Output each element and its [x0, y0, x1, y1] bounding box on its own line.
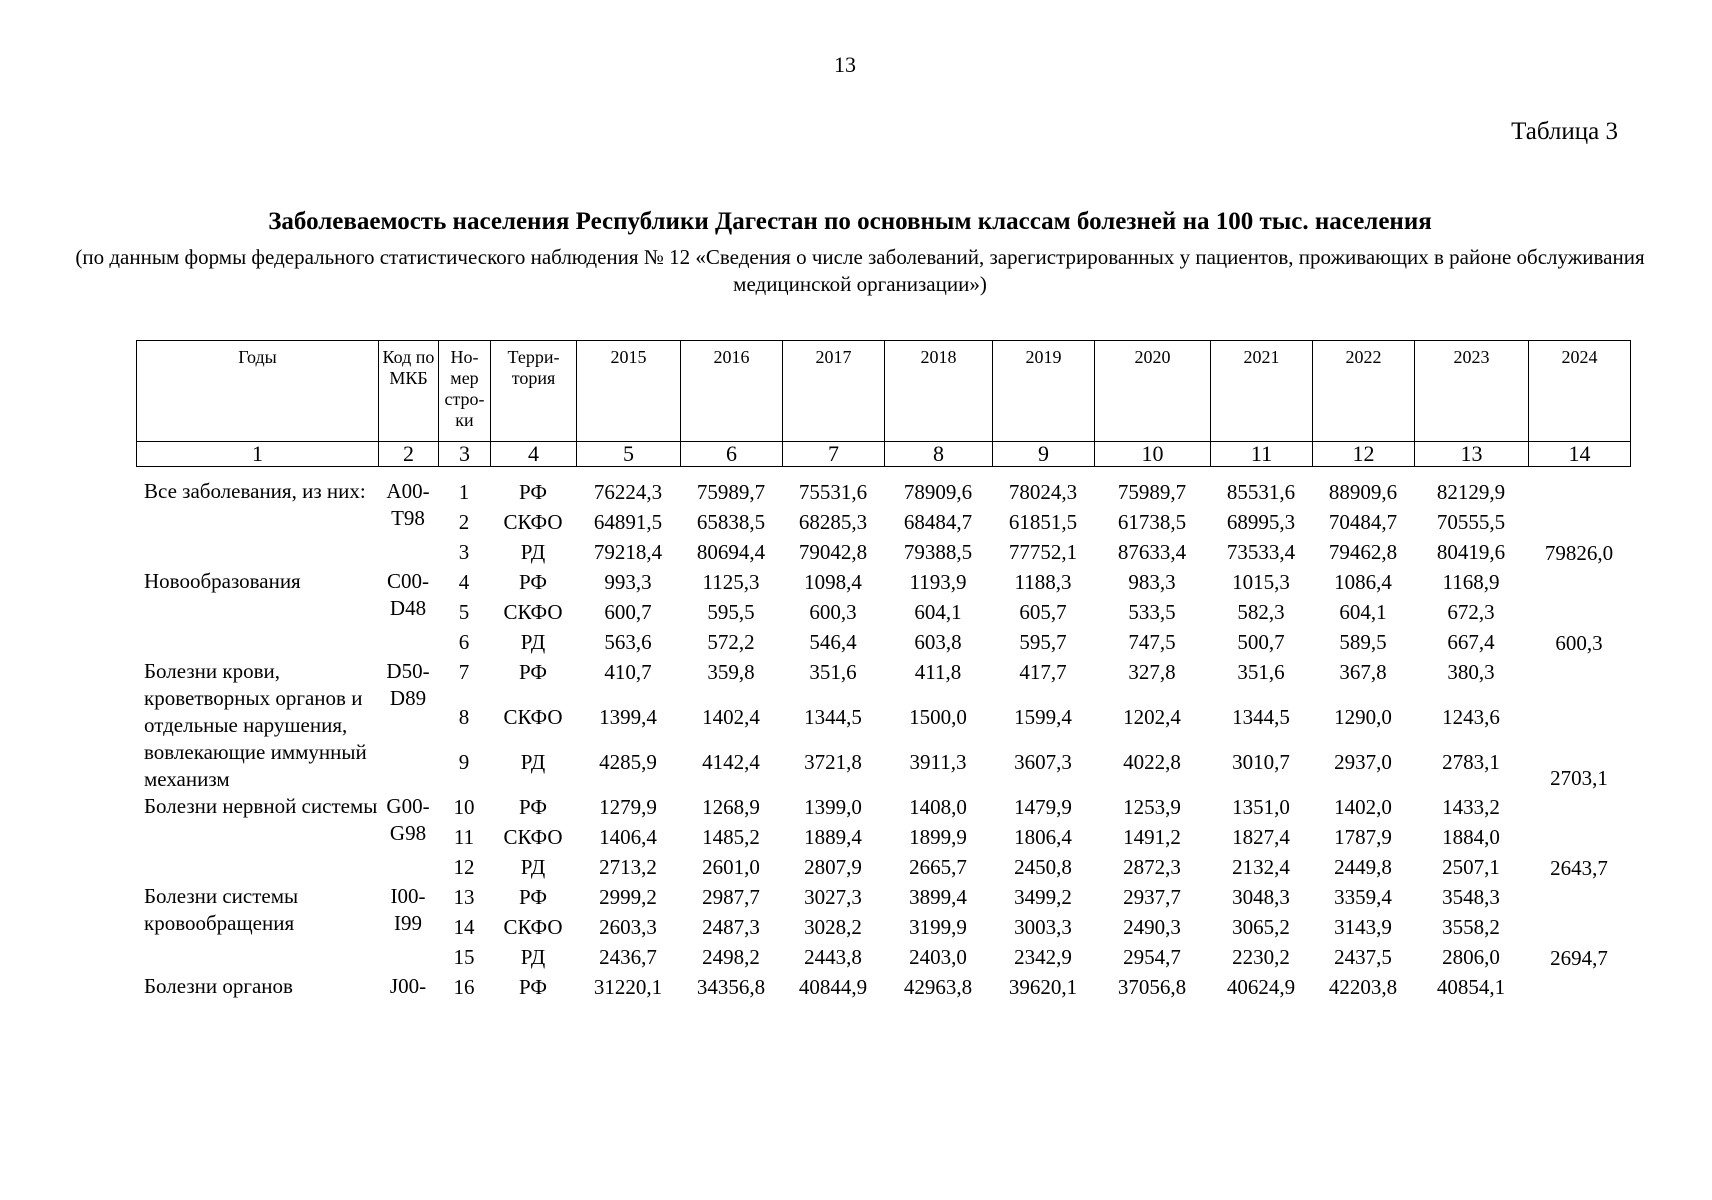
value-cell [1528, 478, 1630, 508]
page-number: 13 [834, 52, 856, 77]
value-cell: 75989,7 [696, 480, 766, 504]
row-number: 2 [458, 510, 470, 534]
header-year: 2018 [885, 341, 993, 442]
value-cell: 70484,7 [1328, 510, 1398, 534]
value-cell: 79462,8 [1328, 540, 1398, 564]
territory: РФ [519, 660, 547, 684]
value-cell: 3199,9 [909, 915, 967, 939]
value-cell: 605,7 [1019, 600, 1067, 624]
header-row-number: Но-мер стро-ки [439, 341, 491, 442]
value-cell: 2603,3 [599, 915, 657, 939]
value-cell: 68285,3 [798, 510, 868, 534]
value-cell: 2498,2 [702, 945, 760, 969]
value-cell [1528, 973, 1630, 1003]
value-cell: 65838,5 [696, 510, 766, 534]
value-cell: 600,3 [809, 600, 857, 624]
row-number: 10 [453, 795, 475, 819]
value-cell: 37056,8 [1117, 975, 1187, 999]
value-cell: 1279,9 [599, 795, 657, 819]
value-cell: 82129,9 [1436, 480, 1506, 504]
value-cell: 1268,9 [702, 795, 760, 819]
value-cell: 3065,2 [1232, 915, 1290, 939]
value-cell: 1125,3 [702, 570, 760, 594]
value-cell: 2601,0 [702, 855, 760, 879]
value-cell: 2230,2 [1232, 945, 1290, 969]
value-cell: 563,6 [604, 630, 652, 654]
header-icd-code: Код по МКБ [379, 341, 439, 442]
table-row [136, 883, 1630, 913]
value-cell: 2443,8 [804, 945, 862, 969]
table-header [136, 340, 1631, 467]
value-cell: 1402,4 [702, 705, 760, 729]
row-number: 6 [458, 630, 470, 654]
value-cell [1528, 658, 1630, 703]
value-cell: 2643,7 [1550, 856, 1608, 880]
value-cell: 351,6 [809, 660, 857, 684]
value-cell: 3911,3 [909, 750, 967, 774]
column-number: 4 [491, 442, 577, 467]
value-cell: 1806,4 [1014, 825, 1072, 849]
column-number: 12 [1313, 442, 1415, 467]
disease-class: Болезни системы кровообращения [144, 884, 299, 935]
value-cell: 79042,8 [798, 540, 868, 564]
value-cell: 3359,4 [1334, 885, 1392, 909]
icd-code: A00-T98 [386, 479, 430, 530]
disease-class: Болезни крови, кроветворных органов и отдельные нарушения, вовлекающие иммунный механизм [144, 659, 367, 791]
value-cell: 1086,4 [1334, 570, 1392, 594]
value-cell: 533,5 [1128, 600, 1176, 624]
value-cell: 2450,8 [1014, 855, 1072, 879]
column-number: 1 [137, 442, 379, 467]
value-cell: 1168,9 [1442, 570, 1500, 594]
value-cell: 1253,9 [1123, 795, 1181, 819]
disease-class: Болезни нервной системы [144, 794, 378, 818]
column-number: 14 [1529, 442, 1631, 467]
value-cell: 68484,7 [903, 510, 973, 534]
row-number: 14 [453, 915, 475, 939]
value-cell: 2403,0 [909, 945, 967, 969]
disease-class: Все заболевания, из них: [144, 479, 366, 503]
value-cell: 79826,0 [1544, 541, 1614, 565]
value-cell [1528, 823, 1630, 853]
territory: СКФО [503, 705, 563, 729]
value-cell: 1899,9 [909, 825, 967, 849]
value-cell: 1491,2 [1123, 825, 1181, 849]
value-cell: 3548,3 [1442, 885, 1500, 909]
row-number: 3 [458, 540, 470, 564]
table-label: Таблица 3 [1511, 118, 1618, 145]
value-cell: 359,8 [707, 660, 755, 684]
value-cell: 68995,3 [1226, 510, 1296, 534]
value-cell: 34356,8 [696, 975, 766, 999]
value-cell: 2937,0 [1334, 750, 1392, 774]
header-year: 2016 [681, 341, 783, 442]
value-cell: 2694,7 [1550, 946, 1608, 970]
value-cell: 1193,9 [909, 570, 967, 594]
value-cell: 3607,3 [1014, 750, 1072, 774]
territory: РФ [519, 570, 547, 594]
value-cell [1528, 883, 1630, 913]
value-cell: 2783,1 [1442, 750, 1500, 774]
header-year: 2015 [577, 341, 681, 442]
value-cell: 367,8 [1339, 660, 1387, 684]
value-cell: 61738,5 [1117, 510, 1187, 534]
column-number: 5 [577, 442, 681, 467]
value-cell: 3003,3 [1014, 915, 1072, 939]
value-cell: 77752,1 [1008, 540, 1078, 564]
value-cell: 1408,0 [909, 795, 967, 819]
value-cell: 2490,3 [1123, 915, 1181, 939]
value-cell: 1344,5 [1232, 705, 1290, 729]
header-year: 2017 [783, 341, 885, 442]
territory: РД [520, 540, 546, 564]
value-cell: 380,3 [1447, 660, 1495, 684]
column-number: 2 [379, 442, 439, 467]
value-cell [1528, 913, 1630, 943]
value-cell: 85531,6 [1226, 480, 1296, 504]
value-cell: 4142,4 [702, 750, 760, 774]
row-number: 5 [458, 600, 470, 624]
table-title: Заболеваемость населения Республики Дагестан по основным классам болезней на 100 тыс. населения [268, 208, 1432, 235]
column-number: 6 [681, 442, 783, 467]
value-cell: 3899,4 [909, 885, 967, 909]
territory: РД [520, 855, 546, 879]
value-cell: 600,7 [604, 600, 652, 624]
value-cell: 327,8 [1128, 660, 1176, 684]
value-cell: 2713,2 [599, 855, 657, 879]
value-cell: 1406,4 [599, 825, 657, 849]
row-number: 8 [458, 705, 470, 729]
value-cell: 983,3 [1128, 570, 1176, 594]
value-cell: 1500,0 [909, 705, 967, 729]
value-cell: 1290,0 [1334, 705, 1392, 729]
value-cell: 604,1 [1339, 600, 1387, 624]
value-cell: 604,1 [914, 600, 962, 624]
value-cell: 3558,2 [1442, 915, 1500, 939]
value-cell: 1344,5 [804, 705, 862, 729]
row-number: 9 [458, 750, 470, 774]
value-cell: 1399,4 [599, 705, 657, 729]
value-cell: 1787,9 [1334, 825, 1392, 849]
value-cell: 4285,9 [599, 750, 657, 774]
value-cell [1528, 598, 1630, 628]
row-number: 16 [453, 975, 475, 999]
value-cell: 2807,9 [804, 855, 862, 879]
value-cell: 42203,8 [1328, 975, 1398, 999]
header-territory: Терри-тория [491, 341, 577, 442]
value-cell: 1402,0 [1334, 795, 1392, 819]
value-cell: 88909,6 [1328, 480, 1398, 504]
column-number: 7 [783, 442, 885, 467]
value-cell: 667,4 [1447, 630, 1495, 654]
value-cell: 1433,2 [1442, 795, 1500, 819]
table-row [136, 478, 1630, 508]
value-cell: 582,3 [1237, 600, 1285, 624]
column-number: 11 [1211, 442, 1313, 467]
territory: РФ [519, 795, 547, 819]
table-row [136, 793, 1630, 823]
territory: РД [520, 750, 546, 774]
value-cell: 3143,9 [1334, 915, 1392, 939]
value-cell: 80419,6 [1436, 540, 1506, 564]
value-cell: 40624,9 [1226, 975, 1296, 999]
disease-class: Новообразования [144, 569, 301, 593]
table-row [136, 568, 1630, 598]
value-cell: 2937,7 [1123, 885, 1181, 909]
row-number: 1 [458, 480, 470, 504]
header-year: 2020 [1095, 341, 1211, 442]
row-number: 13 [453, 885, 475, 909]
territory: РФ [519, 975, 547, 999]
row-number: 7 [458, 660, 470, 684]
territory: РФ [519, 885, 547, 909]
value-cell: 79388,5 [903, 540, 973, 564]
header-year: 2024 [1529, 341, 1631, 442]
value-cell: 75989,7 [1117, 480, 1187, 504]
column-number: 9 [993, 442, 1095, 467]
value-cell: 417,7 [1019, 660, 1067, 684]
territory: РД [520, 945, 546, 969]
row-number: 12 [453, 855, 475, 879]
value-cell: 2436,7 [599, 945, 657, 969]
territory: РД [520, 630, 546, 654]
value-cell: 410,7 [604, 660, 652, 684]
icd-code: J00- [389, 974, 427, 998]
value-cell: 39620,1 [1008, 975, 1078, 999]
value-cell: 78024,3 [1008, 480, 1078, 504]
value-cell: 2487,3 [702, 915, 760, 939]
value-cell: 1202,4 [1123, 705, 1181, 729]
value-cell: 2449,8 [1334, 855, 1392, 879]
value-cell: 64891,5 [593, 510, 663, 534]
icd-code: C00-D48 [387, 569, 429, 620]
column-number: 13 [1415, 442, 1529, 467]
header-years: Годы [137, 341, 379, 442]
value-cell: 411,8 [914, 660, 962, 684]
value-cell: 2703,1 [1550, 766, 1608, 790]
value-cell: 351,6 [1237, 660, 1285, 684]
value-cell: 2954,7 [1123, 945, 1181, 969]
value-cell: 31220,1 [593, 975, 663, 999]
value-cell: 3499,2 [1014, 885, 1072, 909]
value-cell: 42963,8 [903, 975, 973, 999]
value-cell: 993,3 [604, 570, 652, 594]
row-number: 4 [458, 570, 470, 594]
territory: СКФО [503, 825, 563, 849]
value-cell: 2437,5 [1334, 945, 1392, 969]
value-cell: 70555,5 [1436, 510, 1506, 534]
value-cell: 3027,3 [804, 885, 862, 909]
value-cell: 2132,4 [1232, 855, 1290, 879]
value-cell: 3010,7 [1232, 750, 1290, 774]
territory: СКФО [503, 510, 563, 534]
value-cell: 87633,4 [1117, 540, 1187, 564]
territory: СКФО [503, 915, 563, 939]
disease-class: Болезни органов [144, 974, 293, 998]
value-cell: 1884,0 [1442, 825, 1500, 849]
value-cell: 595,5 [707, 600, 755, 624]
value-cell: 1889,4 [804, 825, 862, 849]
table-row [136, 658, 1630, 703]
table-row [136, 973, 1630, 1003]
value-cell: 3048,3 [1232, 885, 1290, 909]
value-cell: 1243,6 [1442, 705, 1500, 729]
value-cell: 2987,7 [702, 885, 760, 909]
value-cell: 40854,1 [1436, 975, 1506, 999]
value-cell [1528, 793, 1630, 823]
icd-code: G00-G98 [386, 794, 430, 845]
column-number: 3 [439, 442, 491, 467]
value-cell [1528, 508, 1630, 538]
value-cell: 595,7 [1019, 630, 1067, 654]
value-cell: 78909,6 [903, 480, 973, 504]
value-cell: 80694,4 [696, 540, 766, 564]
row-number: 11 [453, 825, 475, 849]
value-cell: 3028,2 [804, 915, 862, 939]
value-cell: 2507,1 [1442, 855, 1500, 879]
value-cell: 589,5 [1339, 630, 1387, 654]
value-cell: 61851,5 [1008, 510, 1078, 534]
value-cell [1528, 703, 1630, 748]
value-cell: 1351,0 [1232, 795, 1290, 819]
value-cell: 2806,0 [1442, 945, 1500, 969]
header-year: 2021 [1211, 341, 1313, 442]
value-cell: 75531,6 [798, 480, 868, 504]
header-year: 2019 [993, 341, 1095, 442]
value-cell: 500,7 [1237, 630, 1285, 654]
value-cell: 76224,3 [593, 480, 663, 504]
value-cell: 600,3 [1555, 631, 1603, 655]
value-cell: 3721,8 [804, 750, 862, 774]
territory: СКФО [503, 600, 563, 624]
value-cell: 2342,9 [1014, 945, 1072, 969]
value-cell: 2999,2 [599, 885, 657, 909]
territory: РФ [519, 480, 547, 504]
table-subtitle: (по данным формы федерального статистического наблюдения № 12 «Сведения о числе заболеваний, зарегистрированных у пациентов, проживающих в районе обслуживания медицинской организации») [75, 245, 1645, 296]
value-cell: 546,4 [809, 630, 857, 654]
column-number: 10 [1095, 442, 1211, 467]
row-number: 15 [453, 945, 475, 969]
value-cell: 1479,9 [1014, 795, 1072, 819]
value-cell: 1188,3 [1014, 570, 1072, 594]
value-cell: 1827,4 [1232, 825, 1290, 849]
column-number: 8 [885, 442, 993, 467]
value-cell: 1399,0 [804, 795, 862, 819]
icd-code: D50-D89 [386, 659, 430, 710]
value-cell: 1015,3 [1232, 570, 1290, 594]
value-cell: 572,2 [707, 630, 755, 654]
value-cell: 672,3 [1447, 600, 1495, 624]
table-body [136, 478, 1630, 1003]
header-year: 2022 [1313, 341, 1415, 442]
value-cell: 1599,4 [1014, 705, 1072, 729]
value-cell: 79218,4 [593, 540, 663, 564]
value-cell: 4022,8 [1123, 750, 1181, 774]
value-cell: 1485,2 [702, 825, 760, 849]
value-cell: 747,5 [1128, 630, 1176, 654]
icd-code: I00-I99 [390, 884, 426, 935]
value-cell: 1098,4 [804, 570, 862, 594]
value-cell: 2665,7 [909, 855, 967, 879]
value-cell: 73533,4 [1226, 540, 1296, 564]
value-cell: 2872,3 [1123, 855, 1181, 879]
value-cell: 603,8 [914, 630, 962, 654]
value-cell: 40844,9 [798, 975, 868, 999]
header-year: 2023 [1415, 341, 1529, 442]
value-cell [1528, 568, 1630, 598]
